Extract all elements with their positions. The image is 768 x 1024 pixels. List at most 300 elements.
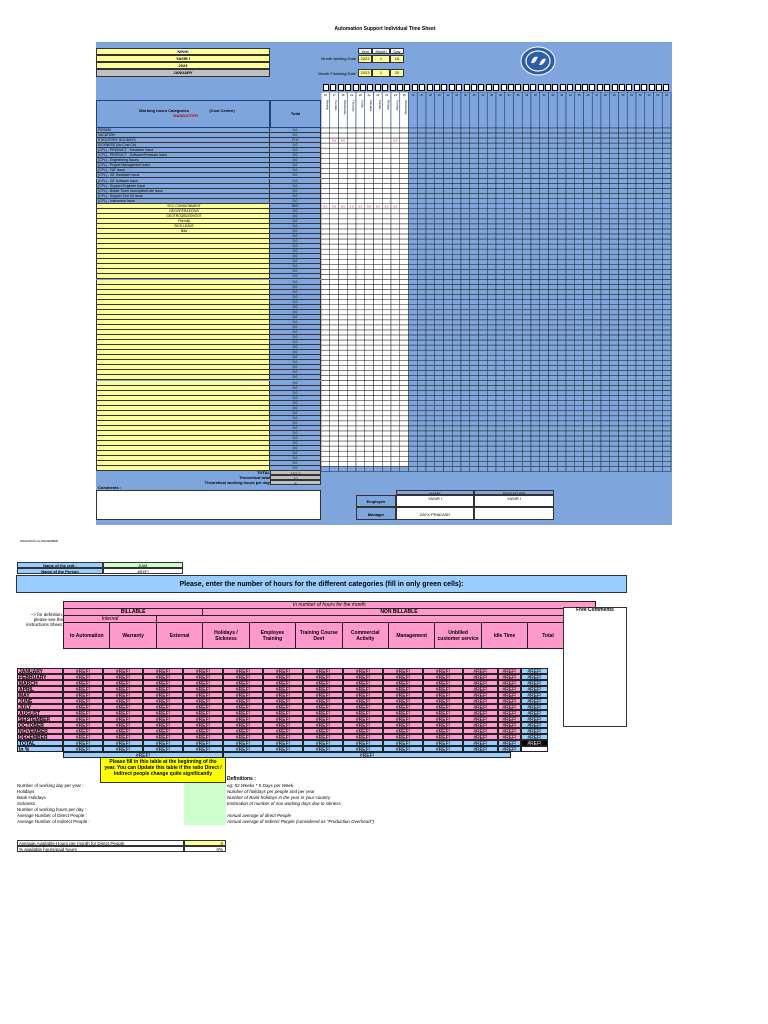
day-cell[interactable] xyxy=(400,295,409,300)
hours-cell[interactable]: #REF! xyxy=(383,698,423,704)
day-cell[interactable] xyxy=(347,375,356,380)
day-cell[interactable] xyxy=(601,224,610,229)
day-cell[interactable] xyxy=(514,375,523,380)
day-cell[interactable] xyxy=(610,280,619,285)
day-cell[interactable] xyxy=(654,375,663,380)
day-cell[interactable] xyxy=(531,138,540,143)
day-cell[interactable] xyxy=(540,224,549,229)
day-cell[interactable] xyxy=(610,295,619,300)
day-cell[interactable] xyxy=(382,451,391,456)
day-cell[interactable] xyxy=(531,179,540,184)
day-cell[interactable] xyxy=(566,330,575,335)
day-cell[interactable] xyxy=(505,163,514,168)
day-cell[interactable] xyxy=(452,153,461,158)
day-cell[interactable] xyxy=(531,244,540,249)
day-cell[interactable] xyxy=(654,350,663,355)
day-cell[interactable] xyxy=(444,421,453,426)
day-cell[interactable] xyxy=(505,401,514,406)
day-cell[interactable] xyxy=(417,411,426,416)
day-cell[interactable] xyxy=(339,259,348,264)
day-cell[interactable] xyxy=(444,360,453,365)
day-cell[interactable] xyxy=(531,234,540,239)
day-cell[interactable] xyxy=(566,360,575,365)
day-cell[interactable] xyxy=(540,315,549,320)
day-cell[interactable] xyxy=(400,168,409,173)
hours-cell[interactable]: #REF! xyxy=(263,728,303,734)
day-cell[interactable] xyxy=(374,421,383,426)
day-cell[interactable] xyxy=(374,386,383,391)
day-cell[interactable] xyxy=(522,350,531,355)
day-cell[interactable] xyxy=(619,340,628,345)
day-cell[interactable] xyxy=(426,189,435,194)
day-cell[interactable] xyxy=(426,229,435,234)
day-cell[interactable] xyxy=(619,386,628,391)
day-cell[interactable] xyxy=(382,441,391,446)
day-cell[interactable] xyxy=(356,259,365,264)
day-cell[interactable] xyxy=(575,375,584,380)
day-cell[interactable] xyxy=(505,133,514,138)
day-cell[interactable] xyxy=(557,199,566,204)
day-cell[interactable] xyxy=(461,168,470,173)
day-cell[interactable] xyxy=(627,254,636,259)
day-cell[interactable] xyxy=(636,194,645,199)
day-cell[interactable] xyxy=(417,436,426,441)
day-cell[interactable] xyxy=(522,360,531,365)
day-cell[interactable] xyxy=(601,158,610,163)
day-cell[interactable] xyxy=(365,244,374,249)
day-cell[interactable] xyxy=(522,168,531,173)
day-cell[interactable] xyxy=(426,330,435,335)
day-cell[interactable] xyxy=(461,189,470,194)
day-checkbox[interactable] xyxy=(397,84,403,91)
day-cell[interactable] xyxy=(365,158,374,163)
hours-cell[interactable]: #REF! xyxy=(63,728,103,734)
day-cell[interactable] xyxy=(584,189,593,194)
day-cell[interactable] xyxy=(619,411,628,416)
day-cell[interactable] xyxy=(382,391,391,396)
day-cell[interactable] xyxy=(374,163,383,168)
hours-cell[interactable]: #REF! xyxy=(143,692,183,698)
day-cell[interactable] xyxy=(347,360,356,365)
day-cell[interactable] xyxy=(654,138,663,143)
day-cell[interactable] xyxy=(531,330,540,335)
day-cell[interactable] xyxy=(627,441,636,446)
day-cell[interactable] xyxy=(584,209,593,214)
day-cell[interactable] xyxy=(391,436,400,441)
day-cell[interactable] xyxy=(321,391,330,396)
day-cell[interactable] xyxy=(662,269,671,274)
day-cell[interactable] xyxy=(400,421,409,426)
day-cell[interactable] xyxy=(610,375,619,380)
day-cell[interactable] xyxy=(645,305,654,310)
day-cell[interactable] xyxy=(610,345,619,350)
day-cell[interactable] xyxy=(549,401,558,406)
day-cell[interactable] xyxy=(654,234,663,239)
day-cell[interactable] xyxy=(391,421,400,426)
day-cell[interactable] xyxy=(409,199,418,204)
day-cell[interactable] xyxy=(356,168,365,173)
day-cell[interactable] xyxy=(470,381,479,386)
day-cell[interactable] xyxy=(347,345,356,350)
day-cell[interactable] xyxy=(549,350,558,355)
day-cell[interactable] xyxy=(452,461,461,466)
day-cell[interactable] xyxy=(417,431,426,436)
day-cell[interactable] xyxy=(444,340,453,345)
day-cell[interactable] xyxy=(522,173,531,178)
day-cell[interactable] xyxy=(347,219,356,224)
day-cell[interactable] xyxy=(374,441,383,446)
day-cell[interactable] xyxy=(496,244,505,249)
day-cell[interactable] xyxy=(426,416,435,421)
day-cell[interactable] xyxy=(487,360,496,365)
day-cell[interactable] xyxy=(400,305,409,310)
day-cell[interactable] xyxy=(487,421,496,426)
day-cell[interactable] xyxy=(487,375,496,380)
day-cell[interactable] xyxy=(627,239,636,244)
day-cell[interactable] xyxy=(540,244,549,249)
day-cell[interactable] xyxy=(426,138,435,143)
day-cell[interactable] xyxy=(549,214,558,219)
day-cell[interactable] xyxy=(575,163,584,168)
day-cell[interactable] xyxy=(522,234,531,239)
day-cell[interactable] xyxy=(444,234,453,239)
day-cell[interactable] xyxy=(417,401,426,406)
day-cell[interactable] xyxy=(444,436,453,441)
day-cell[interactable] xyxy=(426,199,435,204)
day-cell[interactable] xyxy=(619,264,628,269)
day-cell[interactable] xyxy=(575,184,584,189)
day-cell[interactable] xyxy=(426,406,435,411)
day-checkbox[interactable] xyxy=(419,84,425,91)
day-cell[interactable] xyxy=(636,365,645,370)
day-cell[interactable] xyxy=(627,375,636,380)
day-cell[interactable] xyxy=(540,300,549,305)
day-cell[interactable] xyxy=(487,269,496,274)
day-cell[interactable] xyxy=(374,179,383,184)
day-cell[interactable] xyxy=(636,461,645,466)
day-cell[interactable] xyxy=(417,320,426,325)
day-cell[interactable] xyxy=(470,466,479,471)
day-cell[interactable] xyxy=(461,365,470,370)
day-cell[interactable] xyxy=(479,315,488,320)
day-cell[interactable] xyxy=(645,179,654,184)
day-cell[interactable] xyxy=(409,209,418,214)
day-cell[interactable] xyxy=(654,365,663,370)
day-cell[interactable] xyxy=(365,466,374,471)
day-cell[interactable] xyxy=(487,189,496,194)
day-cell[interactable] xyxy=(409,189,418,194)
day-cell[interactable] xyxy=(444,148,453,153)
day-cell[interactable] xyxy=(365,274,374,279)
day-cell[interactable] xyxy=(365,345,374,350)
day-cell[interactable] xyxy=(347,249,356,254)
day-cell[interactable] xyxy=(566,219,575,224)
day-cell[interactable] xyxy=(426,370,435,375)
day-cell[interactable] xyxy=(435,451,444,456)
day-cell[interactable] xyxy=(382,133,391,138)
day-cell[interactable] xyxy=(662,431,671,436)
day-cell[interactable] xyxy=(592,234,601,239)
day-cell[interactable] xyxy=(479,259,488,264)
day-cell[interactable] xyxy=(444,239,453,244)
day-cell[interactable] xyxy=(540,264,549,269)
day-cell[interactable] xyxy=(330,199,339,204)
day-cell[interactable] xyxy=(610,386,619,391)
day-cell[interactable] xyxy=(444,153,453,158)
day-cell[interactable] xyxy=(662,138,671,143)
day-cell[interactable] xyxy=(479,163,488,168)
day-cell[interactable] xyxy=(557,244,566,249)
day-cell[interactable] xyxy=(374,315,383,320)
day-cell[interactable] xyxy=(584,214,593,219)
day-cell[interactable] xyxy=(575,269,584,274)
day-cell[interactable] xyxy=(391,269,400,274)
day-cell[interactable] xyxy=(470,416,479,421)
day-cell[interactable] xyxy=(566,138,575,143)
day-cell[interactable] xyxy=(619,381,628,386)
day-cell[interactable] xyxy=(382,173,391,178)
day-cell[interactable] xyxy=(496,209,505,214)
day-cell[interactable] xyxy=(592,219,601,224)
day-cell[interactable] xyxy=(321,345,330,350)
day-cell[interactable] xyxy=(417,350,426,355)
day-cell[interactable] xyxy=(645,310,654,315)
hours-cell[interactable]: #REF! xyxy=(303,686,343,692)
hours-cell[interactable]: #REF! xyxy=(103,674,143,680)
day-cell[interactable] xyxy=(662,426,671,431)
day-cell[interactable] xyxy=(575,335,584,340)
day-cell[interactable] xyxy=(470,229,479,234)
day-cell[interactable] xyxy=(391,163,400,168)
day-cell[interactable] xyxy=(592,214,601,219)
hours-cell[interactable]: #REF! xyxy=(183,728,223,734)
day-cell[interactable] xyxy=(356,295,365,300)
day-cell[interactable] xyxy=(575,436,584,441)
day-cell[interactable] xyxy=(549,168,558,173)
day-cell[interactable] xyxy=(636,138,645,143)
day-cell[interactable] xyxy=(575,224,584,229)
day-cell[interactable] xyxy=(627,199,636,204)
day-cell[interactable] xyxy=(452,360,461,365)
hours-cell[interactable]: #REF! xyxy=(303,692,343,698)
day-cell[interactable] xyxy=(549,391,558,396)
hours-cell[interactable]: #REF! xyxy=(423,698,463,704)
day-cell[interactable] xyxy=(505,355,514,360)
day-cell[interactable] xyxy=(487,396,496,401)
day-cell[interactable] xyxy=(347,199,356,204)
day-checkbox[interactable] xyxy=(471,84,477,91)
hours-cell[interactable]: #REF! xyxy=(463,710,498,716)
day-cell[interactable] xyxy=(566,320,575,325)
day-cell[interactable] xyxy=(444,396,453,401)
day-cell[interactable] xyxy=(610,325,619,330)
day-cell[interactable] xyxy=(592,391,601,396)
day-cell[interactable] xyxy=(382,224,391,229)
day-cell[interactable] xyxy=(592,239,601,244)
day-cell[interactable] xyxy=(575,330,584,335)
day-cell[interactable] xyxy=(374,411,383,416)
day-cell[interactable] xyxy=(540,128,549,133)
day-cell[interactable] xyxy=(382,239,391,244)
day-cell[interactable] xyxy=(522,219,531,224)
day-cell[interactable] xyxy=(417,189,426,194)
hours-cell[interactable]: #REF! xyxy=(463,734,498,740)
day-cell[interactable] xyxy=(347,451,356,456)
day-cell[interactable] xyxy=(470,259,479,264)
hours-cell[interactable]: #REF! xyxy=(423,680,463,686)
day-cell[interactable] xyxy=(321,451,330,456)
day-cell[interactable] xyxy=(557,461,566,466)
day-cell[interactable] xyxy=(540,391,549,396)
day-cell[interactable] xyxy=(645,269,654,274)
day-cell[interactable] xyxy=(627,411,636,416)
day-cell[interactable] xyxy=(592,300,601,305)
day-cell[interactable] xyxy=(365,335,374,340)
day-cell[interactable] xyxy=(470,285,479,290)
day-cell[interactable] xyxy=(339,360,348,365)
day-cell[interactable] xyxy=(496,229,505,234)
day-cell[interactable] xyxy=(339,335,348,340)
day-cell[interactable] xyxy=(627,138,636,143)
day-cell[interactable] xyxy=(487,446,496,451)
day-cell[interactable] xyxy=(531,355,540,360)
day-cell[interactable] xyxy=(619,133,628,138)
day-cell[interactable] xyxy=(540,340,549,345)
day-cell[interactable] xyxy=(575,391,584,396)
day-cell[interactable] xyxy=(592,259,601,264)
day-cell[interactable] xyxy=(409,391,418,396)
day-cell[interactable] xyxy=(601,249,610,254)
day-cell[interactable] xyxy=(636,300,645,305)
hours-cell[interactable]: #REF! xyxy=(423,668,463,674)
day-cell[interactable] xyxy=(356,436,365,441)
day-cell[interactable] xyxy=(470,386,479,391)
day-cell[interactable] xyxy=(426,355,435,360)
day-cell[interactable] xyxy=(356,285,365,290)
day-cell[interactable] xyxy=(636,386,645,391)
day-cell[interactable] xyxy=(522,320,531,325)
day-cell[interactable] xyxy=(575,381,584,386)
day-cell[interactable] xyxy=(356,310,365,315)
day-cell[interactable] xyxy=(662,340,671,345)
day-cell[interactable] xyxy=(662,381,671,386)
day-cell[interactable] xyxy=(356,335,365,340)
day-cell[interactable] xyxy=(566,133,575,138)
day-cell[interactable] xyxy=(514,128,523,133)
day-cell[interactable] xyxy=(365,249,374,254)
day-cell[interactable] xyxy=(479,148,488,153)
day-cell[interactable] xyxy=(584,274,593,279)
day-cell[interactable] xyxy=(514,259,523,264)
day-cell[interactable] xyxy=(479,194,488,199)
day-cell[interactable] xyxy=(557,295,566,300)
day-cell[interactable] xyxy=(601,254,610,259)
day-cell[interactable] xyxy=(400,345,409,350)
day-cell[interactable] xyxy=(382,229,391,234)
hours-cell[interactable]: #REF! xyxy=(463,728,498,734)
hours-cell[interactable]: #REF! xyxy=(463,716,498,722)
day-cell[interactable] xyxy=(584,386,593,391)
day-cell[interactable] xyxy=(601,179,610,184)
day-cell[interactable] xyxy=(487,290,496,295)
day-cell[interactable] xyxy=(540,401,549,406)
day-cell[interactable] xyxy=(610,179,619,184)
day-cell[interactable] xyxy=(549,189,558,194)
day-cell[interactable] xyxy=(479,320,488,325)
day-cell[interactable] xyxy=(374,254,383,259)
day-cell[interactable] xyxy=(339,295,348,300)
day-cell[interactable] xyxy=(400,138,409,143)
day-cell[interactable] xyxy=(601,401,610,406)
day-cell[interactable] xyxy=(522,264,531,269)
day-cell[interactable] xyxy=(479,345,488,350)
day-cell[interactable] xyxy=(514,295,523,300)
day-cell[interactable] xyxy=(470,300,479,305)
day-cell[interactable] xyxy=(330,209,339,214)
day-cell[interactable] xyxy=(417,148,426,153)
day-cell[interactable] xyxy=(426,360,435,365)
day-cell[interactable] xyxy=(479,295,488,300)
day-cell[interactable] xyxy=(444,244,453,249)
day-cell[interactable] xyxy=(514,421,523,426)
day-cell[interactable] xyxy=(601,466,610,471)
day-cell[interactable] xyxy=(610,168,619,173)
day-cell[interactable] xyxy=(549,305,558,310)
day-cell[interactable] xyxy=(584,184,593,189)
day-cell[interactable] xyxy=(619,234,628,239)
day-cell[interactable] xyxy=(636,345,645,350)
day-cell[interactable] xyxy=(435,143,444,148)
day-cell[interactable] xyxy=(479,461,488,466)
day-cell[interactable] xyxy=(575,315,584,320)
day-cell[interactable] xyxy=(575,143,584,148)
day-cell[interactable] xyxy=(592,224,601,229)
day-cell[interactable] xyxy=(654,133,663,138)
day-cell[interactable] xyxy=(601,189,610,194)
day-cell[interactable] xyxy=(575,194,584,199)
day-cell[interactable] xyxy=(461,431,470,436)
day-cell[interactable] xyxy=(584,375,593,380)
day-cell[interactable] xyxy=(444,259,453,264)
day-cell[interactable] xyxy=(321,184,330,189)
day-cell[interactable] xyxy=(330,391,339,396)
day-cell[interactable] xyxy=(470,350,479,355)
day-cell[interactable] xyxy=(531,335,540,340)
day-cell[interactable] xyxy=(575,325,584,330)
day-cell[interactable] xyxy=(592,189,601,194)
day-cell[interactable] xyxy=(452,466,461,471)
day-cell[interactable] xyxy=(321,219,330,224)
day-cell[interactable] xyxy=(417,375,426,380)
day-cell[interactable] xyxy=(426,350,435,355)
day-cell[interactable] xyxy=(575,179,584,184)
day-cell[interactable] xyxy=(382,426,391,431)
day-cell[interactable] xyxy=(584,426,593,431)
day-cell[interactable] xyxy=(531,406,540,411)
day-cell[interactable] xyxy=(654,199,663,204)
day-cell[interactable] xyxy=(365,310,374,315)
day-cell[interactable] xyxy=(444,370,453,375)
day-cell[interactable] xyxy=(391,244,400,249)
day-cell[interactable] xyxy=(575,386,584,391)
day-cell[interactable] xyxy=(636,446,645,451)
day-cell[interactable] xyxy=(575,133,584,138)
day-cell[interactable] xyxy=(374,173,383,178)
day-cell[interactable] xyxy=(514,133,523,138)
day-cell[interactable] xyxy=(531,280,540,285)
day-cell[interactable] xyxy=(382,148,391,153)
day-cell[interactable] xyxy=(400,189,409,194)
